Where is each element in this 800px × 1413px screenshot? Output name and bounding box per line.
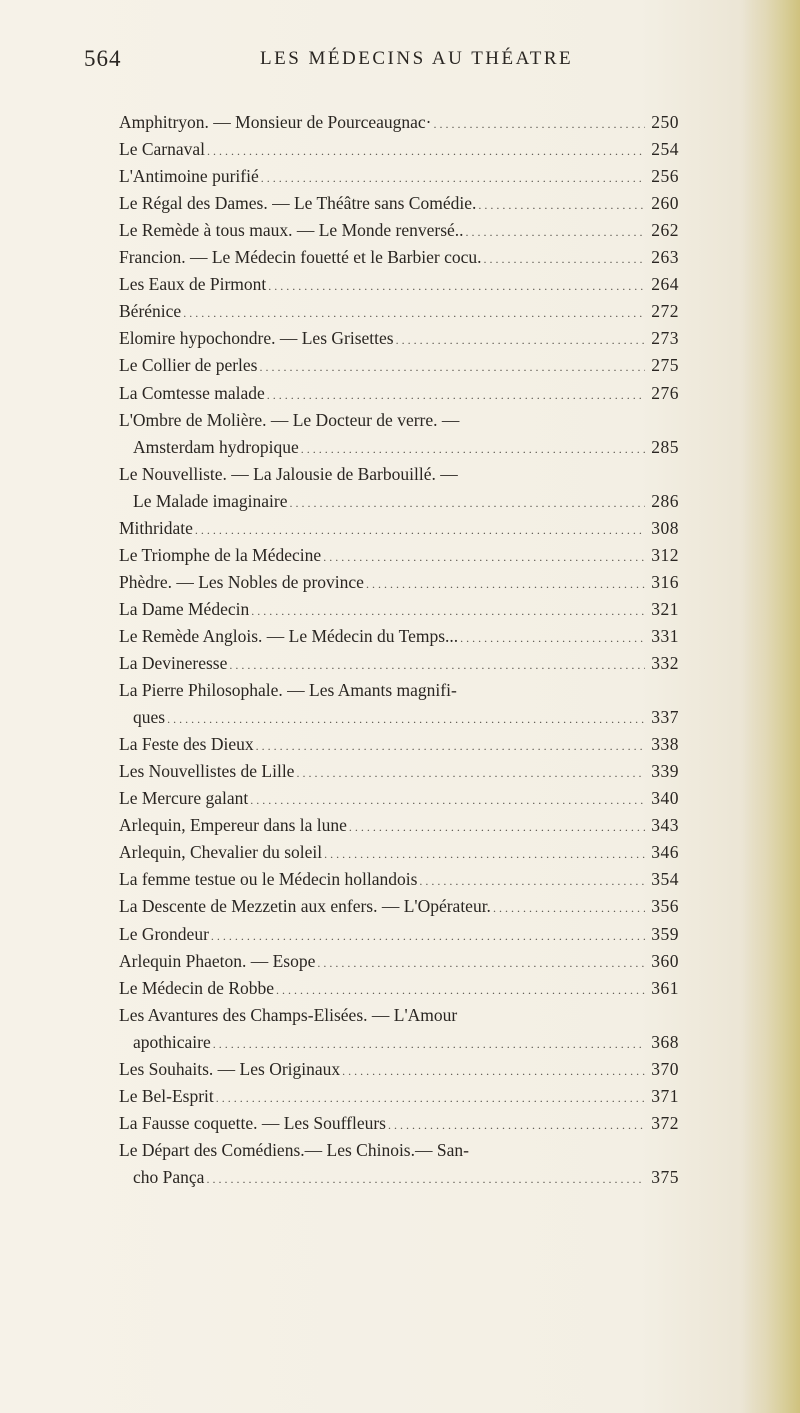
toc-entry xyxy=(119,1005,679,1031)
toc-entry xyxy=(119,193,679,219)
dot-leader xyxy=(460,631,645,646)
toc-entry-page: 340 xyxy=(651,788,679,809)
toc-entry-title: Les Nouvellistes de Lille xyxy=(119,761,295,782)
toc-entry-title: Elomire hypochondre. — Les Grisettes xyxy=(119,328,394,349)
toc-entry-title: Amsterdam hydropique xyxy=(133,436,299,457)
dot-leader xyxy=(256,739,645,754)
toc-entry-title: Le Carnaval xyxy=(119,139,205,160)
toc-entry-title: Le Médecin de Robbe xyxy=(119,977,275,998)
toc-entry-page: 372 xyxy=(651,1112,679,1133)
toc-entry-page: 276 xyxy=(651,382,679,403)
toc-entry xyxy=(133,437,679,463)
toc-entry-page: 260 xyxy=(651,193,679,214)
toc-entry-page: 308 xyxy=(651,517,679,538)
toc-entry-page: 338 xyxy=(651,734,679,755)
dot-leader xyxy=(342,1064,645,1079)
dot-leader xyxy=(290,496,645,511)
toc-entry xyxy=(119,572,679,598)
toc-entry xyxy=(119,815,679,841)
toc-entry-page: 262 xyxy=(651,220,679,241)
toc-entry xyxy=(133,707,679,733)
toc-entry-title: Les Eaux de Pirmont xyxy=(119,274,267,295)
dot-leader xyxy=(434,117,646,132)
dot-leader xyxy=(301,442,645,457)
toc-entry-page: 332 xyxy=(651,653,679,673)
dot-leader xyxy=(493,901,645,916)
toc-entry-title: Mithridate xyxy=(119,517,193,538)
toc-entry-title: Le Grondeur xyxy=(119,923,209,944)
dot-leader xyxy=(211,929,645,944)
toc-entry-page: 275 xyxy=(651,355,679,376)
toc-entry-title: Les Souhaits. — Les Originaux xyxy=(119,1058,341,1079)
toc-entry-title: La Comtesse malade xyxy=(119,382,265,403)
dot-leader xyxy=(466,225,645,240)
toc-entry-title: Arlequin, Chevalier du soleil xyxy=(119,842,323,863)
toc-entry-title: Le Remède à tous maux. — Le Monde renversé.. xyxy=(119,220,464,241)
dot-leader xyxy=(396,333,645,348)
toc-entry xyxy=(119,869,679,895)
dot-leader xyxy=(317,956,645,971)
toc-entry-page: 254 xyxy=(651,139,679,160)
dot-leader xyxy=(167,712,645,727)
toc-entry-page: 264 xyxy=(651,274,679,295)
dot-leader xyxy=(261,171,645,186)
toc-entry xyxy=(119,220,679,246)
dot-leader xyxy=(419,874,645,889)
toc-entry-title: ques xyxy=(133,707,166,728)
toc-entry-page: 256 xyxy=(651,166,679,187)
toc-entry xyxy=(119,1059,679,1085)
toc-entry-page: 286 xyxy=(651,490,679,511)
toc-entry-title: cho Pança xyxy=(133,1166,205,1187)
dot-leader xyxy=(268,279,645,294)
dot-leader xyxy=(349,820,645,835)
dot-leader xyxy=(324,847,645,862)
toc-entry-page: 316 xyxy=(651,571,679,592)
dot-leader xyxy=(251,604,645,619)
toc-entry xyxy=(119,788,679,814)
toc-entry-page: 361 xyxy=(651,977,679,998)
toc-entry xyxy=(119,842,679,868)
toc-entry-title: Le Nouvelliste. — La Jalousie de Barbouillé. — xyxy=(119,463,458,484)
dot-leader xyxy=(296,766,645,781)
toc-entry xyxy=(119,355,679,381)
toc-entry-title: La Descente de Mezzetin aux enfers. — L'Opérateur. xyxy=(119,896,491,917)
toc-entry xyxy=(119,924,679,950)
dot-leader xyxy=(206,1172,645,1187)
toc-entry-title: L'Ombre de Molière. — Le Docteur de verre. — xyxy=(119,409,460,430)
toc-entry xyxy=(119,383,679,409)
toc-entry xyxy=(119,274,679,300)
toc-entry-title: Le Départ des Comédiens.— Les Chinois.— San- xyxy=(119,1139,469,1160)
toc-entry xyxy=(119,1140,679,1166)
toc-entry xyxy=(119,1086,679,1112)
toc-entry xyxy=(133,491,679,517)
dot-leader xyxy=(323,550,645,565)
toc-entry xyxy=(119,680,679,706)
toc-entry-title: La femme testue ou le Médecin hollandois xyxy=(119,869,418,890)
dot-leader xyxy=(267,388,645,403)
toc-entry xyxy=(119,626,679,652)
toc-entry-page: 371 xyxy=(651,1085,679,1106)
toc-entry-title: Le Malade imaginaire xyxy=(133,490,288,511)
toc-entry xyxy=(119,978,679,1004)
toc-entry-title: Le Bel-Esprit xyxy=(119,1085,214,1106)
toc-entry-title: L'Antimoine purifié xyxy=(119,166,259,187)
toc-entry-title: Le Régal des Dames. — Le Théâtre sans Comédie. xyxy=(119,193,477,214)
toc-entry xyxy=(119,139,679,165)
toc-entry-title: La Fausse coquette. — Les Souffleurs xyxy=(119,1112,386,1133)
toc-entry-title: Le Collier de perles xyxy=(119,355,258,376)
toc-entry xyxy=(119,518,679,544)
toc-entry-title: Phèdre. — Les Nobles de province xyxy=(119,571,364,592)
toc-entry-page: 356 xyxy=(651,896,679,917)
dot-leader xyxy=(260,360,646,375)
toc-entry-title: Arlequin, Empereur dans la lune xyxy=(119,815,347,836)
toc-entry xyxy=(119,112,679,138)
toc-entry-page: 250 xyxy=(651,112,679,132)
toc-entry xyxy=(119,653,679,679)
toc-entry-title: La Feste des Dieux xyxy=(119,734,254,755)
toc-entry-title: Le Remède Anglois. — Le Médecin du Temps... xyxy=(119,625,459,646)
toc-entry-title: Le Mercure galant xyxy=(119,788,249,809)
toc-entry xyxy=(119,599,679,625)
dot-leader xyxy=(229,658,645,673)
dot-leader xyxy=(388,1118,645,1133)
dot-leader xyxy=(276,983,645,998)
running-title: LES MÉDECINS AU THÉATRE xyxy=(260,48,574,69)
toc-entry-page: 360 xyxy=(651,950,679,971)
toc-entry xyxy=(119,166,679,192)
toc-entry xyxy=(119,896,679,922)
toc-entry-page: 368 xyxy=(651,1031,679,1052)
toc-entry-page: 359 xyxy=(651,923,679,944)
dot-leader xyxy=(207,144,645,159)
toc-entry-title: La Pierre Philosophale. — Les Amants magnifi- xyxy=(119,680,457,701)
toc-entry-page: 346 xyxy=(651,842,679,863)
toc-entry xyxy=(119,410,679,436)
dot-leader xyxy=(484,252,646,267)
toc-entry-title: Amphitryon. — Monsieur de Pourceaugnac· xyxy=(119,112,432,132)
toc-entry xyxy=(119,734,679,760)
toc-entry-page: 273 xyxy=(651,328,679,349)
toc-entry-page: 285 xyxy=(651,436,679,457)
toc-entry xyxy=(119,464,679,490)
toc-entry-page: 370 xyxy=(651,1058,679,1079)
toc-entry-title: La Dame Médecin xyxy=(119,598,250,619)
toc-entry-page: 339 xyxy=(651,761,679,782)
dot-leader xyxy=(366,577,645,592)
toc-entry xyxy=(119,545,679,571)
toc-entry-page: 312 xyxy=(651,544,679,565)
toc-entry-title: La Devineresse xyxy=(119,653,228,673)
dot-leader xyxy=(250,793,645,808)
toc-entry-page: 263 xyxy=(651,247,679,268)
toc-entry-page: 343 xyxy=(651,815,679,836)
toc-entry xyxy=(119,761,679,787)
dot-leader xyxy=(216,1091,645,1106)
toc-entry-page: 321 xyxy=(651,598,679,619)
toc-entry-page: 331 xyxy=(651,625,679,646)
toc-entry xyxy=(119,1113,679,1139)
dot-leader xyxy=(213,1037,645,1052)
toc-entry-title: Francion. — Le Médecin fouetté et le Barbier cocu. xyxy=(119,247,482,268)
toc-entry xyxy=(133,1032,679,1058)
toc-entry-title: Arlequin Phaeton. — Esope xyxy=(119,950,316,971)
toc-entry xyxy=(119,328,679,354)
toc-entry-page: 354 xyxy=(651,869,679,890)
toc-entry-page: 337 xyxy=(651,707,679,728)
dot-leader xyxy=(478,198,645,213)
toc-entry xyxy=(119,951,679,977)
toc-entry-page: 272 xyxy=(651,301,679,322)
page-number: 564 xyxy=(84,46,122,71)
toc-entry xyxy=(133,1167,679,1193)
toc-entry xyxy=(119,247,679,273)
dot-leader xyxy=(195,523,645,538)
toc-entry-title: Les Avantures des Champs-Elisées. — L'Amour xyxy=(119,1004,458,1025)
toc-entry-title: Bérénice xyxy=(119,301,182,322)
dot-leader xyxy=(183,306,645,321)
toc-entry-title: apothicaire xyxy=(133,1031,211,1052)
toc-entry-title: Le Triomphe de la Médecine xyxy=(119,544,322,565)
toc-entry-page: 375 xyxy=(651,1166,679,1187)
toc-entry xyxy=(119,301,679,327)
